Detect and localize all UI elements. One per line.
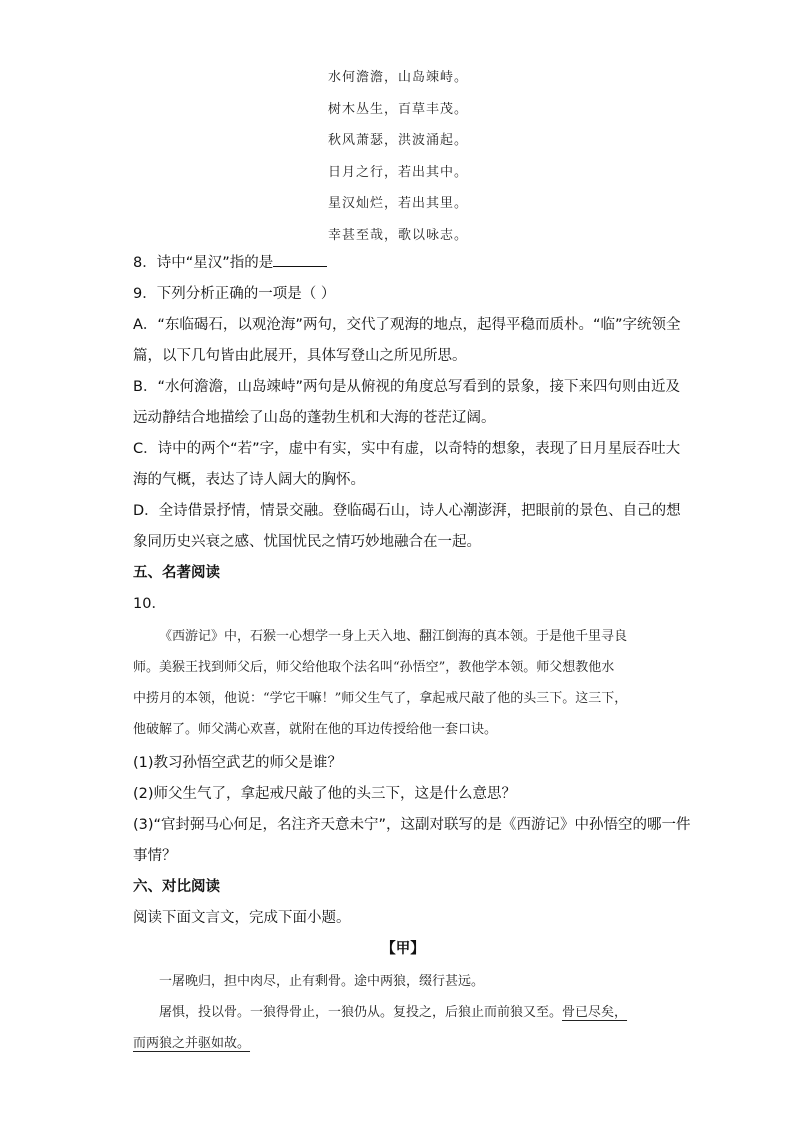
underlined-sentence-part1: 骨已尽矣， [562, 1005, 628, 1020]
question-8 [133, 248, 673, 279]
classical-passage [133, 966, 678, 1059]
option-c-line1: C．诗中的两个“若”字，虚中有实，实中有虚，以奇特的想象，表现了日月星辰吞吐大 [133, 441, 681, 457]
classical-line-3 [133, 1028, 678, 1059]
subquestion-3-line2: 事情？ [133, 848, 177, 864]
poem-line: 树木丛生，百草丰茂。 [328, 101, 469, 117]
option-d-line2: 象同历史兴衰之感、忧国忧民之情巧妙地融合在一起。 [133, 534, 481, 550]
option-c-line2: 海的气概，表达了诗人阔大的胸怀。 [133, 472, 365, 488]
subquestion-3-line1: (3)“官封弼马心何足，名注齐天意未宁”，这副对联写的是《西游记》中孙悟空的哪一件 [133, 817, 691, 833]
poem-block [328, 62, 468, 251]
poem-line: 秋风萧瑟，洪波涌起。 [328, 133, 469, 148]
poem-line: 星汉灿烂，若出其里。 [328, 196, 469, 211]
classical-line-2-plain: 屠惧，投以骨。一狼得骨止，一狼仍从。复投之，后狼止而前狼又至。 [159, 1005, 563, 1020]
q10-subquestions [133, 748, 691, 934]
poem-line: 日月之行，若出其中。 [328, 164, 469, 180]
section-5-title: 五、名著阅读 [133, 565, 220, 581]
option-a-line2: 篇，以下几句皆由此展开，具体写登山之所见所思。 [133, 348, 467, 364]
answer-blank[interactable] [273, 248, 327, 267]
section-6-instruction: 阅读下面文言文，完成下面小题。 [133, 910, 351, 926]
classical-line-1: 一屠晚归，担中肉尽，止有剩骨。途中两狼，缀行甚远。 [159, 974, 485, 989]
jia-label-row [133, 934, 673, 965]
q10-passage [133, 621, 678, 745]
questions-block [133, 248, 681, 620]
option-b-line2: 远动静结合地描绘了山岛的蓬勃生机和大海的苍茫辽阔。 [133, 410, 496, 426]
option-a-line1: A．“东临碣石，以观沧海”两句，交代了观海的地点，起得平稳而质朴。“临”字统领全 [133, 317, 681, 333]
poem-line: 水何澹澹，山岛竦峙。 [328, 70, 469, 85]
question-8-text: 8．诗中“星汉”指的是 [133, 255, 274, 271]
option-d-line1: D．全诗借景抒情，情景交融。登临碣石山，诗人心潮澎湃，把眼前的景色、自己的想 [133, 503, 681, 519]
section-6-title: 六、对比阅读 [133, 879, 220, 895]
option-b-line1: B．“水何澹澹，山岛竦峙”两句是从俯视的角度总写看到的景象，接下来四句则由近及 [133, 379, 680, 395]
passage-line: 《西游记》中，石猴一心想学一身上天入地、翻江倒海的真本领。于是他千里寻良 [159, 629, 628, 644]
subquestion-1: (1)教习孙悟空武艺的师父是谁？ [133, 755, 343, 771]
passage-line: 师。美猴王找到师父后，师父给他取个法名叫“孙悟空”，教他学本领。师父想教他水 [133, 660, 615, 675]
question-9-stem: 9．下列分析正确的一项是（ ） [133, 286, 336, 302]
question-10-number: 10． [133, 596, 166, 612]
passage-line: 他破解了。师父满心欢喜，就附在他的耳边传授给他一套口诀。 [133, 722, 498, 737]
poem-line: 幸甚至哉，歌以咏志。 [328, 227, 469, 243]
underlined-sentence-part2: 而两狼之并驱如故。 [133, 1036, 251, 1051]
subquestion-2: (2)师父生气了，拿起戒尺敲了他的头三下，这是什么意思？ [133, 786, 517, 802]
classical-line-2 [133, 997, 678, 1028]
jia-label: 【甲】 [381, 941, 425, 957]
passage-line: 中捞月的本领，他说：“学它干嘛！”师父生气了，拿起戒尺敲了他的头三下。这三下， [133, 691, 628, 706]
